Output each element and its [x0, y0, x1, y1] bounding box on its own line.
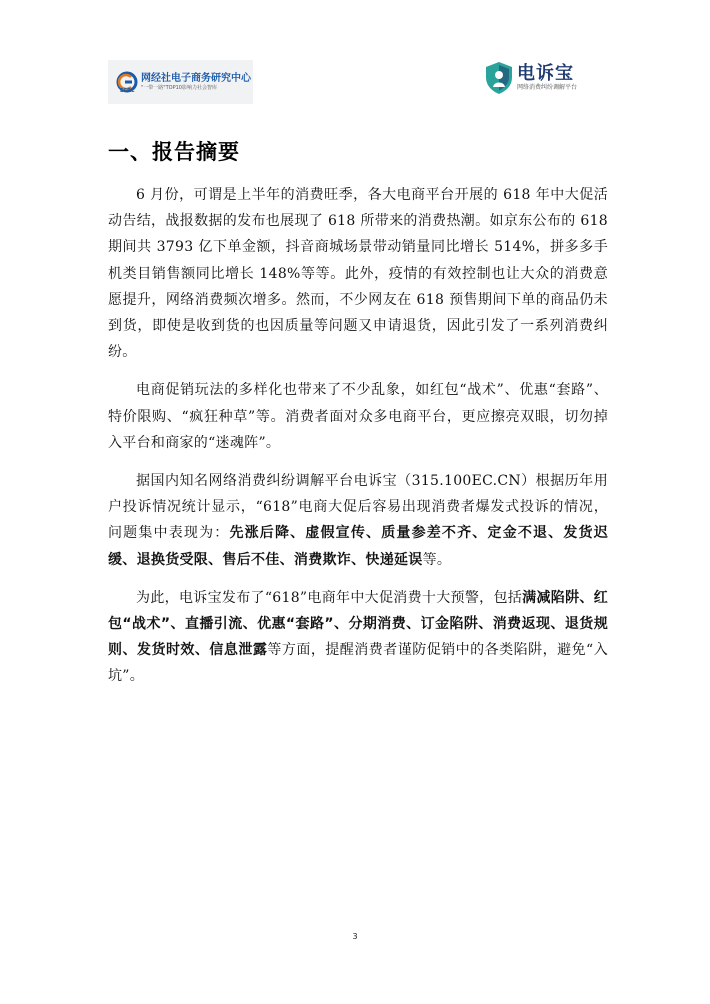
ecrc-logo-tagline: "一带一路"TOP10影响力社会智库 [141, 84, 217, 91]
text-run: 等。 [422, 551, 452, 568]
bold-run: 先涨后降、虚假宣传、质量参差不齐、定金不退、发货迟缓、退换货受限、售后不佳、消费欺诈、快递延误 [108, 525, 609, 568]
report-summary-body [108, 182, 608, 702]
ecrc-logo-abbr: ECRC [120, 88, 135, 94]
shield-icon [484, 61, 514, 95]
bold-run: 满减陷阱、红包“战术”、直播引流、优惠“套路”、分期消费、订金陷阱、消费返现、退货规则、发货时效、信息泄露 [108, 589, 609, 659]
text-run: 据国内知名网络消费纠纷调解平台电诉宝（315.100EC.CN）根据历年用户投诉情况统计显示，“618”电商大促后容易出现消费者爆发式投诉的情况，问题集中表现为： [108, 473, 608, 542]
text-run: 6 月份，可谓是上半年的消费旺季，各大电商平台开展的 618 年中大促活动告结，战报数据的发布也展现了 618 所带来的消费热潮。如京东公布的 618 期间共 3793 亿下单金额，抖音商城场景带动销量同比增长 514%，拼多多手机类目销售额同比增长 148%等等。此外，疫情的有效控制也让大众的消费意愿提升，网络消费频次增多。然而，不少网友在 618 预售期间下单的商品仍未到货，即使是收到货的也因质量等问题又申请退货，因此引发了一系列消费纠纷。 [108, 187, 608, 361]
dianshubao-logo-name: 电诉宝 [517, 63, 574, 84]
text-run: 电商促销玩法的多样化也带来了不少乱象，如红包“战术”、优惠“套路”、特价限购、“疯狂种草”等。消费者面对众多电商平台，更应擦亮双眼，切勿掉入平台和商家的“迷魂阵”。 [108, 382, 608, 451]
text-run: 等方面，提醒消费者谨防促销中的各类陷阱，避免“入坑”。 [108, 642, 608, 685]
paragraph [108, 585, 608, 690]
dianshubao-logo-tagline: 网络消费纠纷调解平台 [517, 84, 578, 91]
paragraph [108, 468, 608, 573]
text-run: 为此，电诉宝发布了“618”电商年中大促消费十大预警，包括 [136, 589, 523, 606]
dianshubao-logo [484, 58, 604, 98]
paragraph [108, 377, 608, 456]
ecrc-logo [108, 60, 253, 104]
page-number: 3 [352, 932, 358, 941]
paragraph [108, 182, 608, 365]
section-heading: 一、报告摘要 [108, 140, 240, 164]
ecrc-logo-name: 网经社电子商务研究中心 [141, 72, 251, 84]
